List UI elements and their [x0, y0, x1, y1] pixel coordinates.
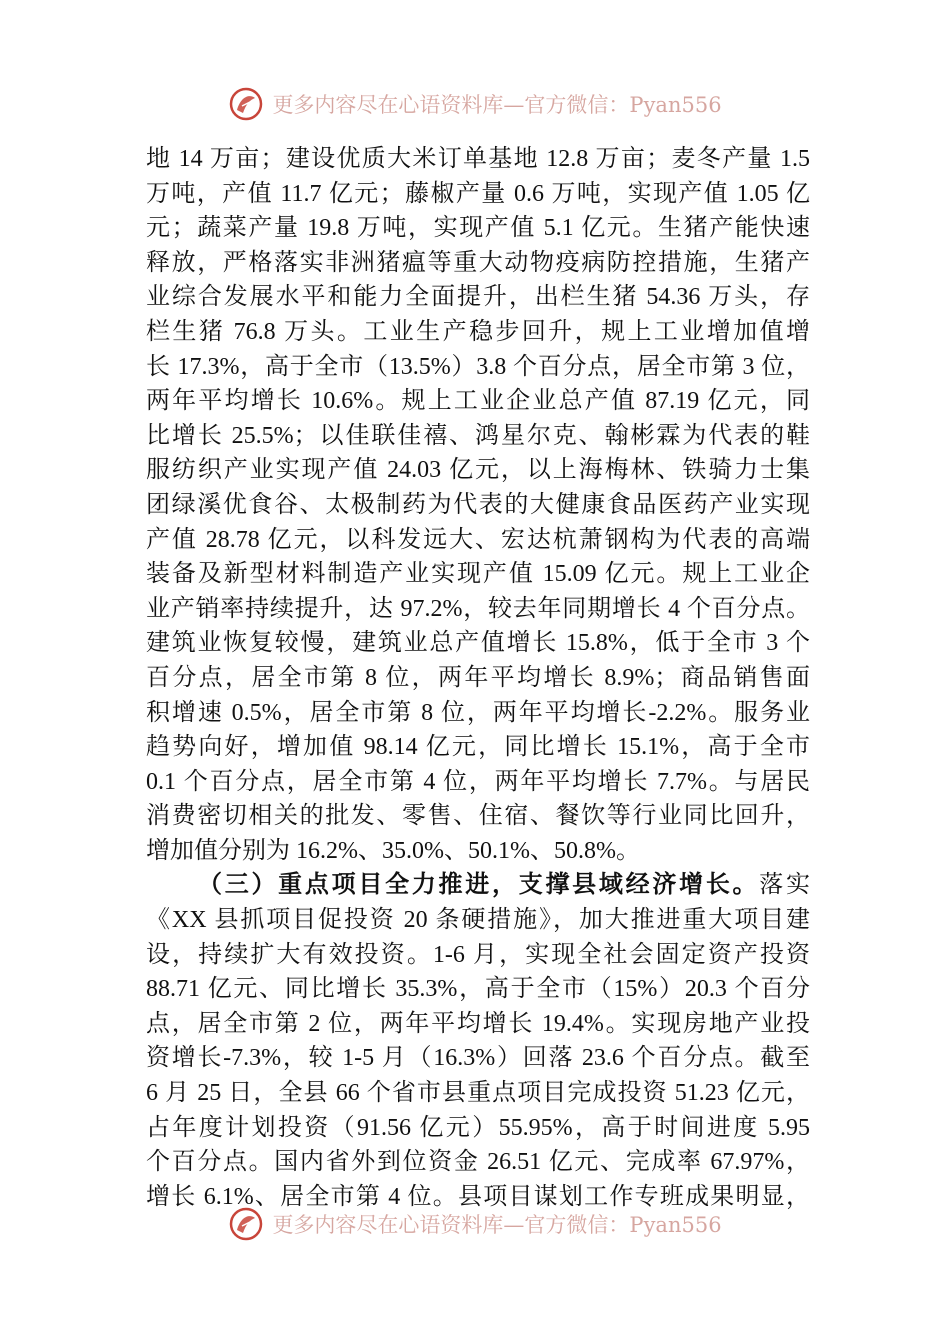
brand-logo-icon: [228, 86, 264, 122]
text-line: 比增长 25.5%；以佳联佳禧、鸿星尔克、翰彬霖为代表的鞋: [146, 422, 810, 449]
text-line: 两年平均增长 10.6%。规上工业企业总产值 87.19 亿元，同: [146, 388, 810, 415]
text-line: 栏生猪 76.8 万头。工业生产稳步回升，规上工业增加值增: [146, 318, 810, 345]
text-line: 长 17.3%，高于全市（13.5%）3.8 个百分点，居全市第 3 位，: [146, 353, 810, 380]
text-line: 服纺织产业实现产值 24.03 亿元，以上海梅林、铁骑力士集: [146, 457, 810, 484]
text-line: 百分点，居全市第 8 位，两年平均增长 8.9%；商品销售面: [146, 664, 810, 691]
watermark-header: [0, 84, 950, 124]
text-line: 《XX 县抓项目促投资 20 条硬措施》，加大推进重大项目建: [146, 907, 810, 934]
text-line: 释放，严格落实非洲猪瘟等重大动物疫病防控措施，生猪产: [146, 249, 810, 276]
text-line: 积增速 0.5%，居全市第 8 位，两年平均增长-2.2%。服务业: [146, 699, 810, 726]
text-line: 团绿溪优食谷、太极制药为代表的大健康食品医药产业实现: [146, 491, 810, 518]
text-line: 趋势向好，增加值 98.14 亿元，同比增长 15.1%，高于全市: [146, 734, 810, 761]
text-line: 元；蔬菜产量 19.8 万吨，实现产值 5.1 亿元。生猪产能快速: [146, 215, 810, 242]
document-body: [146, 142, 810, 1214]
text-line: 设，持续扩大有效投资。1-6 月，实现全社会固定资产投资: [146, 941, 810, 968]
text-line: 建筑业恢复较慢，建筑业总产值增长 15.8%，低于全市 3 个: [146, 630, 810, 657]
watermark-text: 更多内容尽在心语资料库—官方微信：Pyan556: [272, 1213, 722, 1237]
text-line: 产值 28.78 亿元，以科发远大、宏达杭萧钢构为代表的高端: [146, 526, 810, 553]
text-line: 装备及新型材料制造产业实现产值 15.09 亿元。规上工业企: [146, 561, 810, 588]
text-line: 消费密切相关的批发、零售、住宿、餐饮等行业同比回升，: [146, 803, 810, 830]
section-3-heading: （三）重点项目全力推进，支撑县域经济增长。: [198, 872, 760, 899]
text-line: 个百分点。国内省外到位资金 26.51 亿元、完成率 67.97%，: [146, 1149, 810, 1176]
text-line: 万吨，产值 11.7 亿元；藤椒产量 0.6 万吨，实现产值 1.05 亿: [146, 180, 810, 207]
watermark-footer: [0, 1204, 950, 1244]
section-3-first-line: [146, 868, 810, 903]
text-line: 增加值分别为 16.2%、35.0%、50.1%、50.8%。: [146, 837, 640, 864]
text-line: 6 月 25 日，全县 66 个省市县重点项目完成投资 51.23 亿元，: [146, 1080, 810, 1107]
text-line: 增长 6.1%、居全市第 4 位。县项目谋划工作专班成果明显，: [146, 1183, 810, 1210]
text-line: 业综合发展水平和能力全面提升，出栏生猪 54.36 万头，存: [146, 284, 810, 311]
text-line: 资增长-7.3%，较 1-5 月（16.3%）回落 23.6 个百分点。截至: [146, 1045, 810, 1072]
brand-logo-icon: [228, 1206, 264, 1242]
text-line: 业产销率持续提升，达 97.2%，较去年同期增长 4 个百分点。: [146, 595, 810, 622]
text-line: 地 14 万亩；建设优质大米订单基地 12.8 万亩；麦冬产量 1.5: [146, 146, 810, 172]
watermark-text: 更多内容尽在心语资料库—官方微信：Pyan556: [272, 93, 722, 117]
text-line: 88.71 亿元、同比增长 35.3%，高于全市（15%）20.3 个百分: [146, 976, 810, 1003]
text-line: 点，居全市第 2 位，两年平均增长 19.4%。实现房地产业投: [146, 1010, 810, 1037]
text-line: 0.1 个百分点，居全市第 4 位，两年平均增长 7.7%。与居民: [146, 768, 810, 795]
text-line: 占年度计划投资（91.56 亿元）55.95%，高于时间进度 5.95: [146, 1114, 810, 1141]
section-3-first-tail: 落实: [759, 872, 811, 899]
